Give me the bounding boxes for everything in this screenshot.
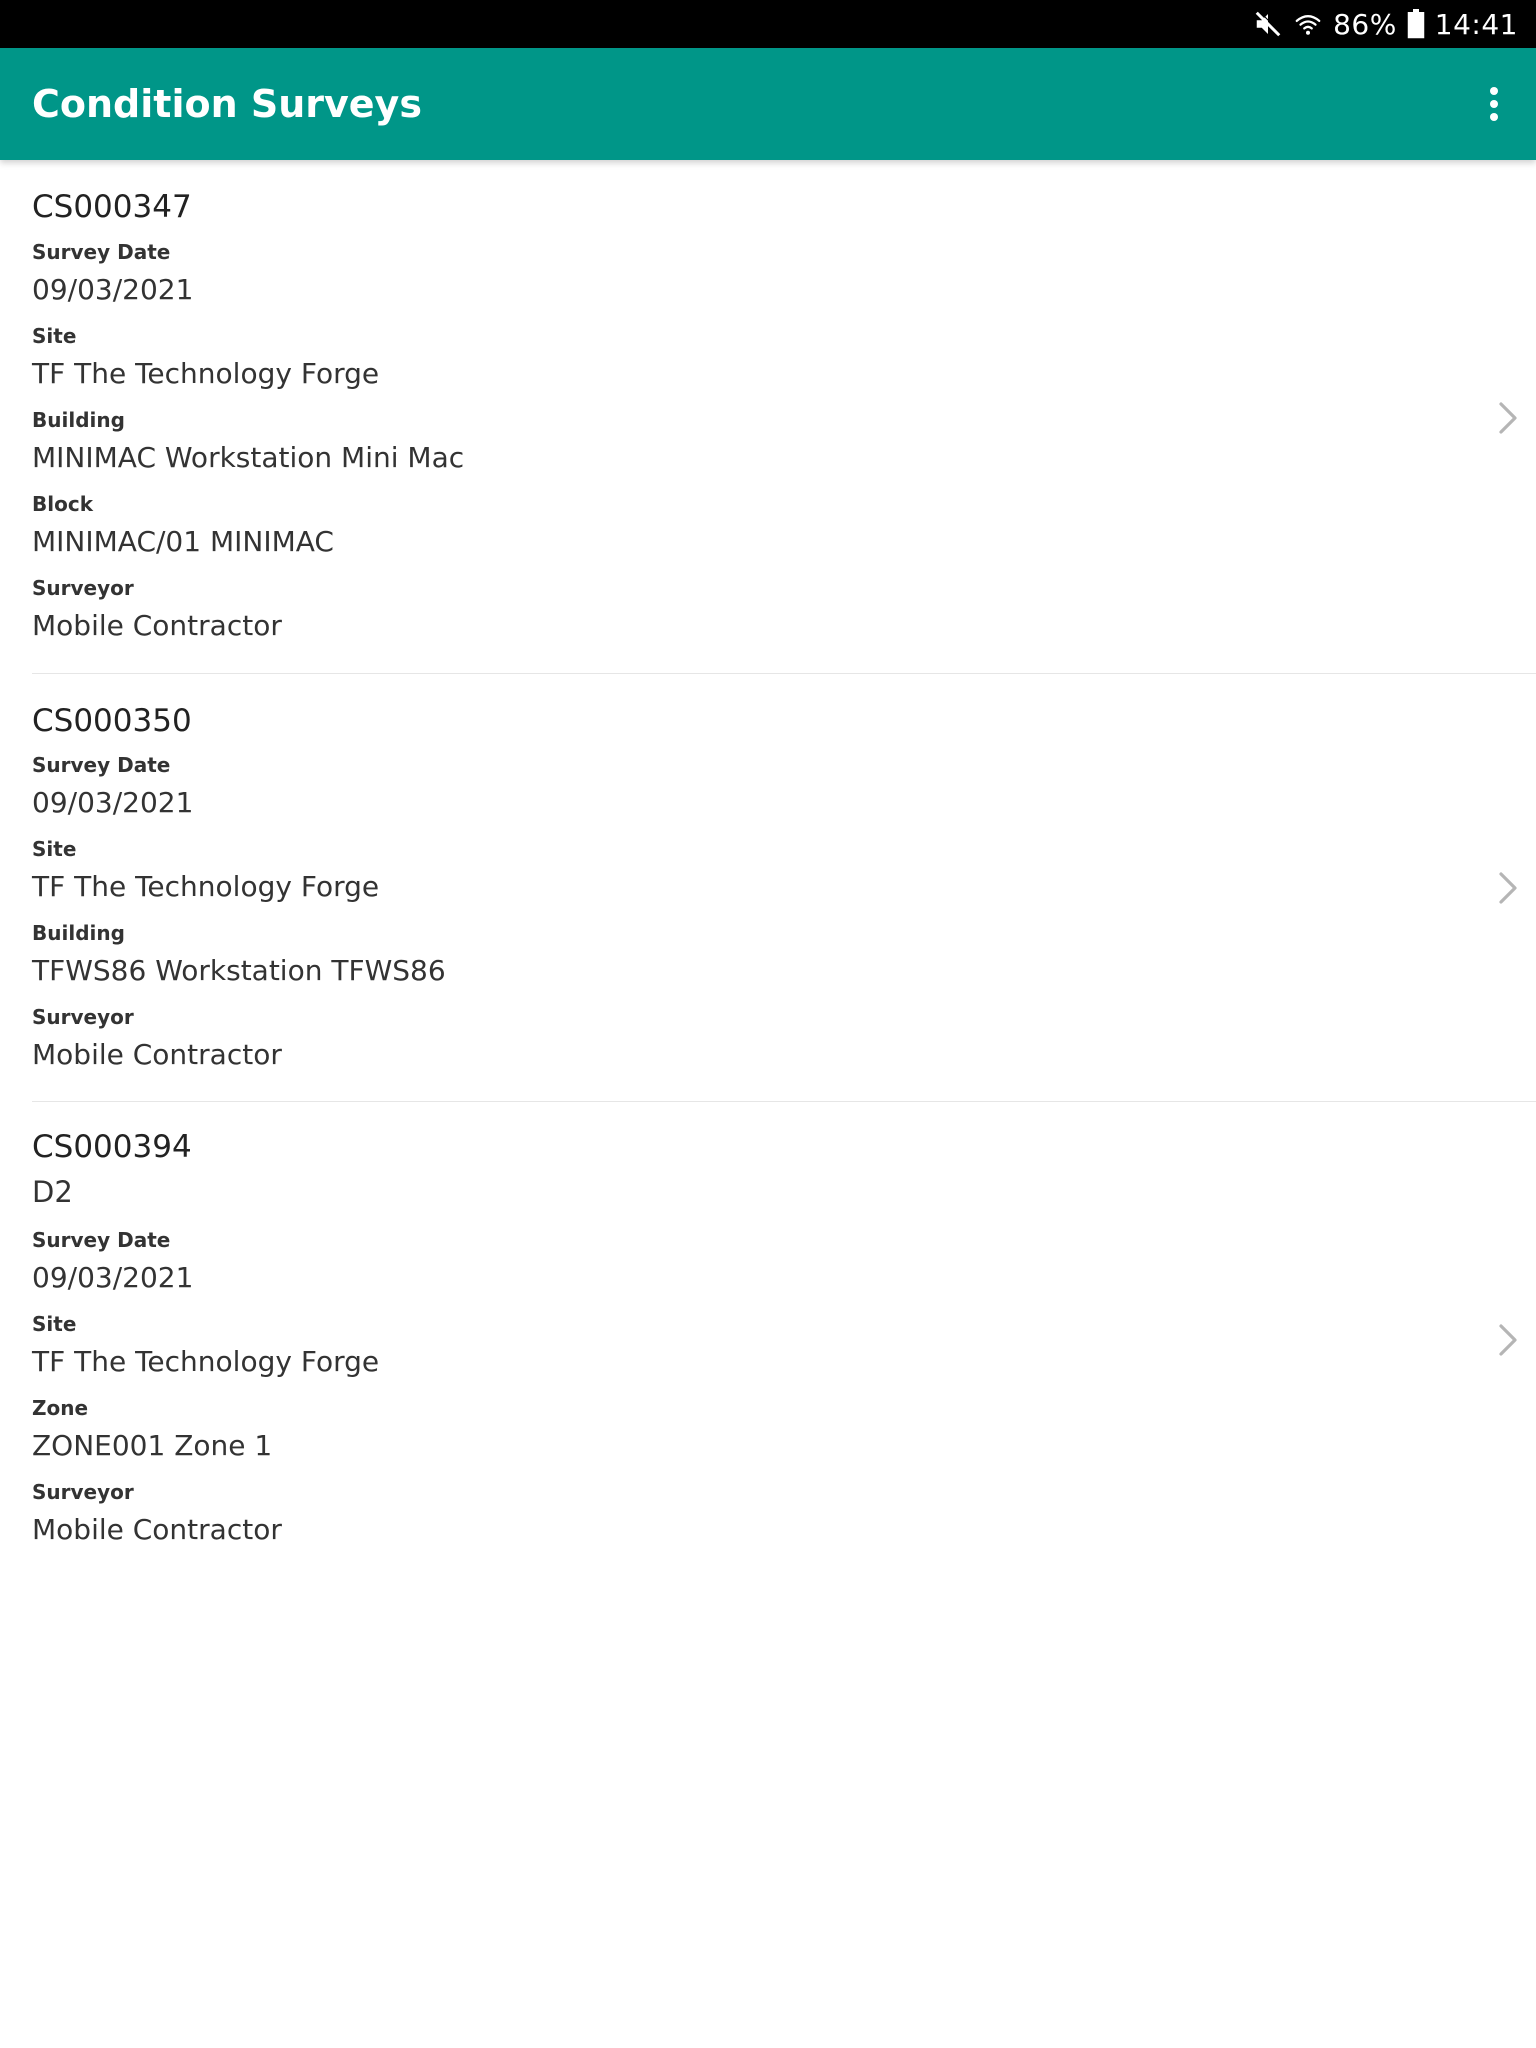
mute-icon [1253, 9, 1283, 39]
field-label: Zone [32, 1396, 89, 1420]
survey-subtitle: D2 [32, 1175, 73, 1209]
field-label: Surveyor [32, 576, 134, 600]
field-label: Survey Date [32, 1228, 171, 1252]
status-bar [0, 0, 1536, 48]
wifi-icon [1293, 9, 1323, 39]
field-value: Mobile Contractor [32, 609, 282, 642]
field-value: TFWS86 Workstation TFWS86 [32, 954, 446, 987]
field-value: TF The Technology Forge [32, 357, 380, 390]
survey-id: CS000350 [32, 703, 192, 739]
app-bar [0, 48, 1536, 160]
survey-id: CS000394 [32, 1129, 192, 1165]
survey-item[interactable] [32, 674, 1536, 1102]
field-label: Survey Date [32, 240, 171, 264]
field-value: MINIMAC/01 MINIMAC [32, 525, 334, 558]
field-value: 09/03/2021 [32, 786, 194, 819]
page-title: Condition Surveys [32, 82, 422, 126]
field-value: ZONE001 Zone 1 [32, 1429, 273, 1462]
field-label: Surveyor [32, 1005, 134, 1029]
chevron-right-icon [1496, 1322, 1520, 1358]
field-label: Site [32, 837, 77, 861]
more-options-button[interactable] [1466, 76, 1522, 132]
field-value: 09/03/2021 [32, 1261, 194, 1294]
survey-id: CS000347 [32, 189, 192, 225]
chevron-right-icon [1496, 400, 1520, 436]
field-label: Block [32, 492, 93, 516]
field-value: MINIMAC Workstation Mini Mac [32, 441, 465, 474]
field-value: TF The Technology Forge [32, 870, 380, 903]
field-label: Surveyor [32, 1480, 134, 1504]
field-value: TF The Technology Forge [32, 1345, 380, 1378]
clock: 14:41 [1434, 7, 1518, 41]
field-value: Mobile Contractor [32, 1513, 282, 1546]
chevron-right-icon [1496, 870, 1520, 906]
battery-level: 86% [1333, 7, 1397, 41]
battery-icon [1407, 9, 1425, 39]
field-label: Site [32, 1312, 77, 1336]
status-icons [1253, 0, 1518, 48]
survey-item[interactable] [32, 160, 1536, 674]
survey-item[interactable] [32, 1102, 1536, 1580]
survey-list [32, 160, 1536, 1580]
field-label: Site [32, 324, 77, 348]
field-label: Building [32, 921, 125, 945]
field-label: Building [32, 408, 125, 432]
more-vert-icon [1488, 86, 1500, 122]
field-label: Survey Date [32, 753, 171, 777]
field-value: Mobile Contractor [32, 1038, 282, 1071]
field-value: 09/03/2021 [32, 273, 194, 306]
